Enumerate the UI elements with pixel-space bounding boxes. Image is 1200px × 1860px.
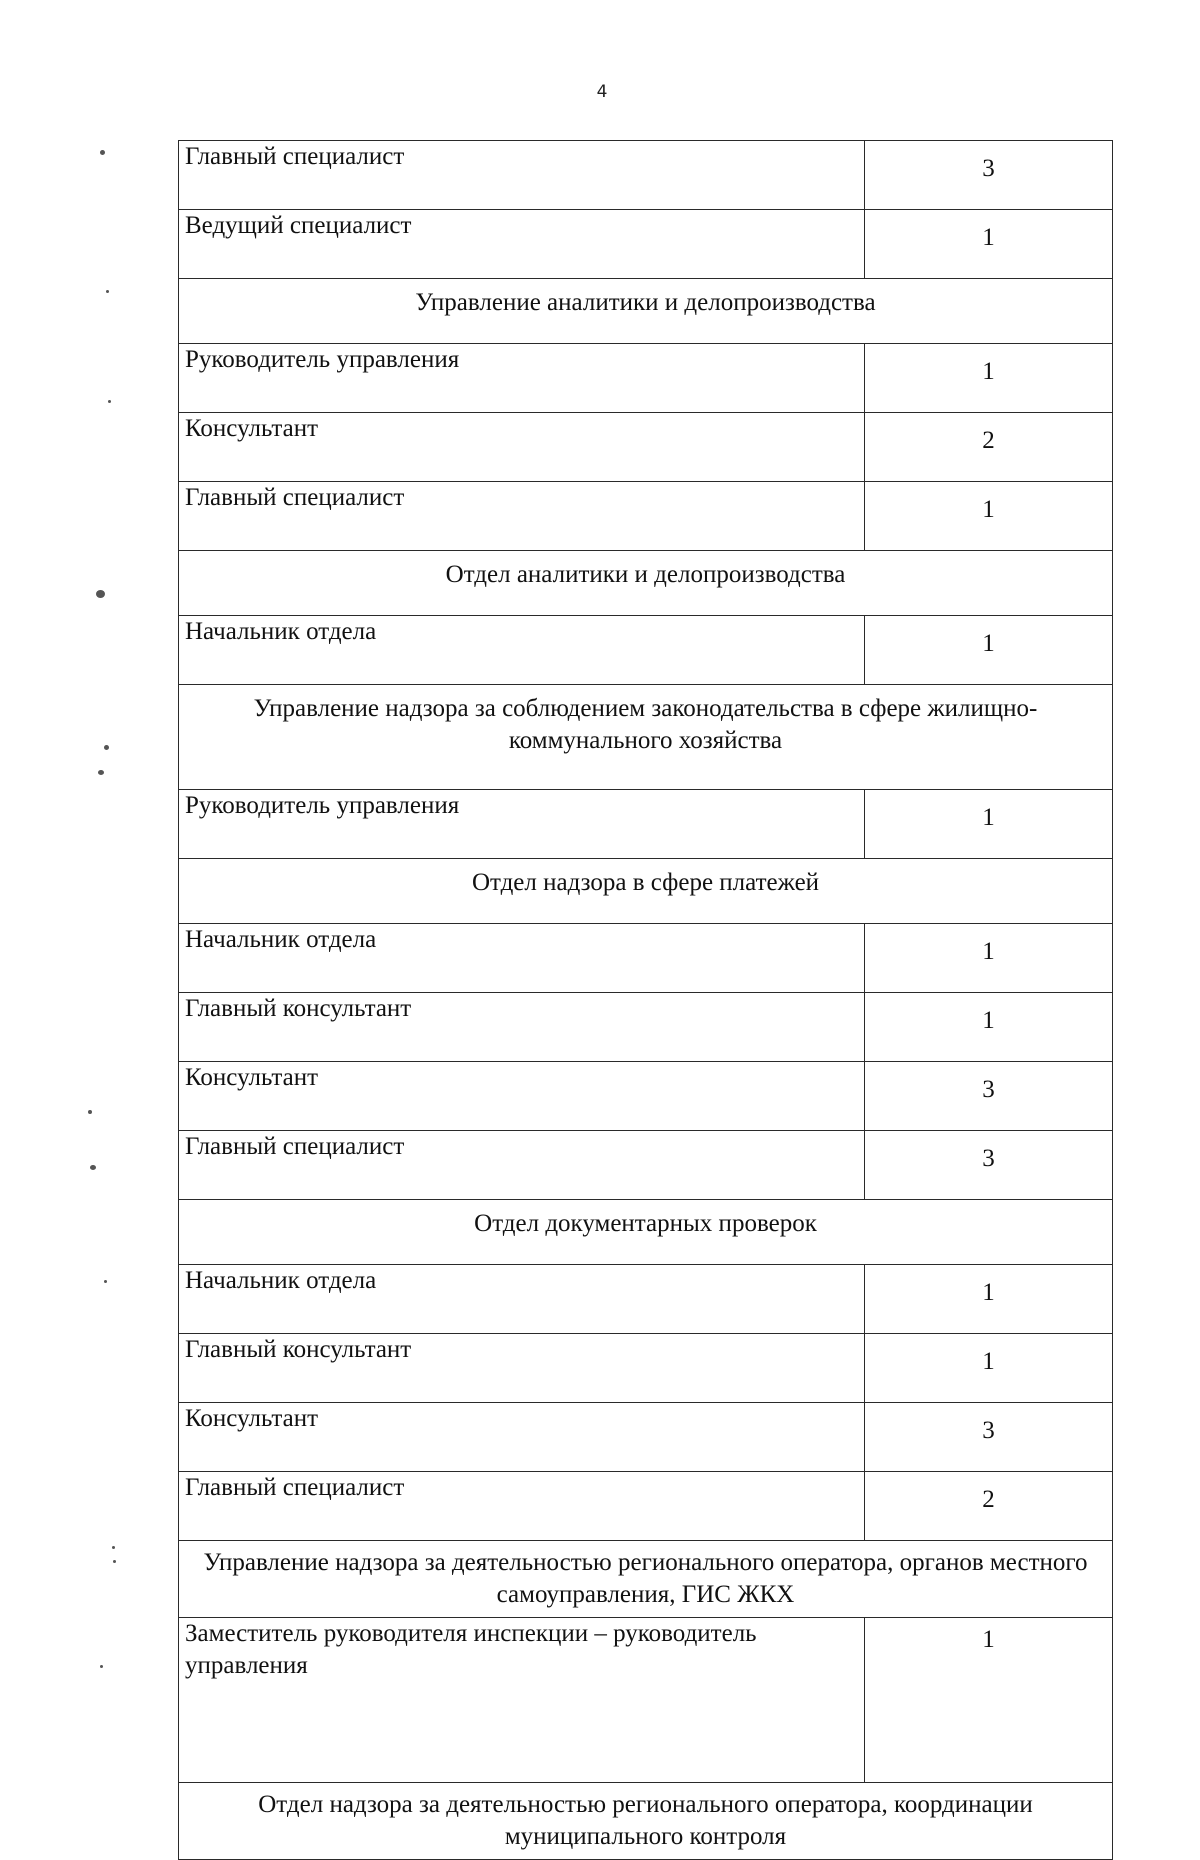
section-row <box>179 551 1113 616</box>
position-count: 2 <box>865 413 1113 482</box>
section-row <box>179 1783 1113 1860</box>
position-title: Главный специалист <box>179 1472 865 1541</box>
position-count: 1 <box>865 616 1113 685</box>
scan-speck <box>106 290 109 293</box>
position-count: 1 <box>865 790 1113 859</box>
section-row <box>179 685 1113 790</box>
position-count: 1 <box>865 482 1113 551</box>
position-title: Консультант <box>179 413 865 482</box>
section-heading: Управление надзора за соблюдением законодательства в сфере жилищно-коммунального хозяйства <box>179 685 1113 790</box>
position-count: 1 <box>865 344 1113 413</box>
section-heading: Управление аналитики и делопроизводства <box>179 279 1113 344</box>
section-row <box>179 1541 1113 1618</box>
scan-speck <box>88 1110 92 1114</box>
section-heading: Отдел документарных проверок <box>179 1200 1113 1265</box>
table-row <box>179 790 1113 859</box>
scan-speck <box>100 1665 103 1668</box>
section-row <box>179 859 1113 924</box>
table-row <box>179 924 1113 993</box>
table-row <box>179 210 1113 279</box>
table-row <box>179 1062 1113 1131</box>
position-title: Начальник отдела <box>179 1265 865 1334</box>
staffing-table <box>178 140 1113 1860</box>
table-row <box>179 141 1113 210</box>
position-title: Главный специалист <box>179 141 865 210</box>
section-heading: Отдел надзора за деятельностью регионального оператора, координации муниципального контроля <box>179 1783 1113 1860</box>
section-heading: Отдел аналитики и делопроизводства <box>179 551 1113 616</box>
position-count: 3 <box>865 1403 1113 1472</box>
section-row <box>179 1200 1113 1265</box>
scan-speck <box>104 1280 107 1283</box>
position-title: Главный консультант <box>179 993 865 1062</box>
section-row <box>179 279 1113 344</box>
position-title: Начальник отдела <box>179 616 865 685</box>
table-row <box>179 1334 1113 1403</box>
position-count: 1 <box>865 1618 1113 1783</box>
page-number: 4 <box>596 82 608 102</box>
position-title: Консультант <box>179 1403 865 1472</box>
table-row <box>179 344 1113 413</box>
scan-speck <box>98 770 104 775</box>
position-title: Главный специалист <box>179 482 865 551</box>
table-row <box>179 1265 1113 1334</box>
table-row <box>179 482 1113 551</box>
scan-speck <box>113 1560 116 1563</box>
table-row <box>179 993 1113 1062</box>
section-heading: Управление надзора за деятельностью регионального оператора, органов местного самоуправления, ГИС ЖКХ <box>179 1541 1113 1618</box>
position-count: 3 <box>865 1062 1113 1131</box>
position-title: Главный консультант <box>179 1334 865 1403</box>
position-count: 3 <box>865 1131 1113 1200</box>
table-row <box>179 1131 1113 1200</box>
position-count: 1 <box>865 924 1113 993</box>
scan-speck <box>96 590 105 598</box>
position-title: Начальник отдела <box>179 924 865 993</box>
position-count: 1 <box>865 210 1113 279</box>
scan-speck <box>104 745 109 750</box>
table-row <box>179 1618 1113 1783</box>
position-title: Руководитель управления <box>179 790 865 859</box>
scan-speck <box>112 1546 115 1549</box>
position-title: Главный специалист <box>179 1131 865 1200</box>
position-title: Заместитель руководителя инспекции – руководитель управления <box>179 1618 865 1783</box>
position-count: 1 <box>865 993 1113 1062</box>
position-count: 3 <box>865 141 1113 210</box>
position-title: Ведущий специалист <box>179 210 865 279</box>
table-row <box>179 616 1113 685</box>
position-count: 1 <box>865 1334 1113 1403</box>
position-title: Консультант <box>179 1062 865 1131</box>
scan-speck <box>100 150 105 155</box>
table-row <box>179 1403 1113 1472</box>
position-count: 2 <box>865 1472 1113 1541</box>
position-title: Руководитель управления <box>179 344 865 413</box>
table-row <box>179 1472 1113 1541</box>
table-row <box>179 413 1113 482</box>
scan-speck <box>90 1165 96 1170</box>
scan-speck <box>108 400 111 403</box>
section-heading: Отдел надзора в сфере платежей <box>179 859 1113 924</box>
position-count: 1 <box>865 1265 1113 1334</box>
